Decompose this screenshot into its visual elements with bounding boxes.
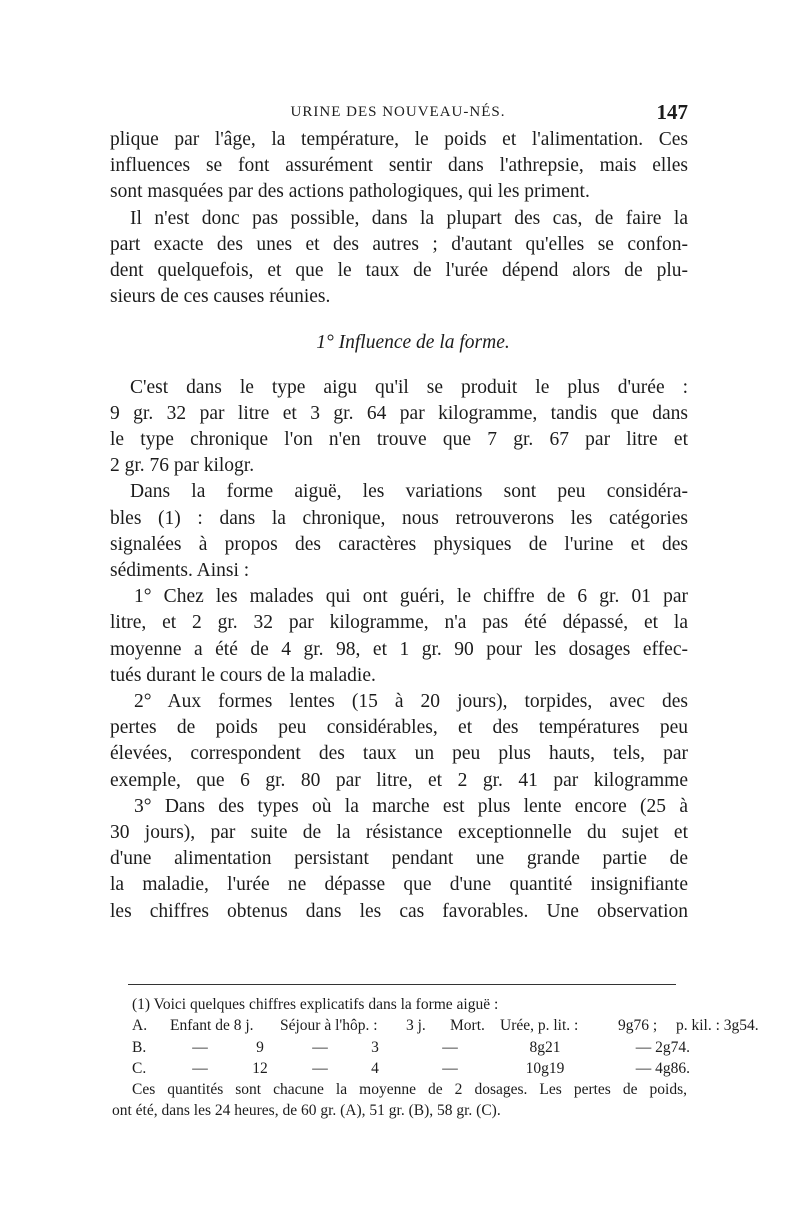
footnote-table [112,1015,759,1079]
text-line: 2° Aux formes lentes (15 à 20 jours), torpides, avec des [134,691,688,713]
table-cell: 4 [371,1059,379,1077]
text-line: pertes de poids peu considérables, et des températures peu [110,717,688,739]
table-cell: — [192,1038,208,1056]
text-line: les chiffres obtenus dans les cas favorables. Une observation [110,900,688,922]
table-row [132,1058,690,1079]
footnote-line: ont été, dans les 24 heures, de 60 gr. (A), 51 gr. (B), 58 gr. (C). [112,1102,501,1120]
table-cell: — [192,1059,208,1077]
text-line: dent quelquefois, et que le taux de l'urée dépend alors de plu- [110,260,688,282]
text-line: litre, et 2 gr. 32 par kilogramme, n'a pas été dépassé, et la [110,612,688,634]
table-cell: 3 j. [406,1017,426,1035]
page-number: 147 [656,100,688,124]
table-cell: 9 [256,1038,264,1056]
text-line: sont masquées par des actions pathologiques, qui les priment. [110,181,590,203]
section-heading: 1° Influence de la forme. [316,332,510,354]
text-line: le type chronique l'on n'en trouve que 7 gr. 67 par litre et [110,429,688,451]
text-line: signalées à propos des caractères physiques de l'urine et des [110,533,688,555]
table-cell: — [442,1038,458,1056]
table-cell: — 4g86. [635,1059,690,1077]
table-cell: p. kil. : 3g54. [676,1017,759,1035]
table-cell: — 2g74. [635,1038,690,1056]
text-line: 3° Dans des types où la marche est plus lente encore (25 à [134,795,688,817]
text-line: influences se font assurément sentir dans l'athrepsie, mais elles [110,155,688,177]
text-line: part exacte des unes et des autres ; d'autant qu'elles se confon- [110,233,688,255]
table-cell: — [312,1059,328,1077]
text-line: sédiments. Ainsi : [110,560,250,582]
table-cell: 10g19 [525,1059,565,1077]
table-cell: 9g76 ; [618,1017,658,1035]
running-title: URINE DES NOUVEAU-NÉS. [290,104,506,120]
text-line: exemple, que 6 gr. 80 par litre, et 2 gr. 41 par kilogramme [110,769,688,791]
text-line: élevées, correspondent des taux un peu plus hauts, tels, par [110,743,688,765]
text-line: 2 gr. 76 par kilogr. [110,455,255,477]
text-line: 30 jours), par suite de la résistance exceptionnelle du sujet et [110,822,688,844]
text-line: d'une alimentation persistant pendant une grande partie de [110,848,688,870]
page-header [108,100,688,128]
footnote-line: Ces quantités sont chacune la moyenne de 2 dosages. Les pertes de poids, [132,1081,687,1099]
text-line: moyenne a été de 4 gr. 98, et 1 gr. 90 pour les dosages effec- [110,638,688,660]
table-cell: Enfant de 8 j. [170,1017,254,1035]
table-cell: A. [132,1017,148,1035]
footnote-rule [128,984,676,985]
text-line: C'est dans le type aigu qu'il se produit le plus d'urée : [130,376,688,398]
text-line: sieurs de ces causes réunies. [110,286,331,308]
table-row [132,1015,759,1036]
table-cell: C. [132,1059,147,1077]
text-line: Dans la forme aiguë, les variations sont peu considéra- [130,481,688,503]
footnote-intro: (1) Voici quelques chiffres explicatifs dans la forme aiguë : [132,996,499,1013]
table-cell: Séjour à l'hôp. : [280,1017,378,1035]
text-line: plique par l'âge, la température, le poids et l'alimentation. Ces [110,129,688,150]
table-cell: Urée, p. lit. : [500,1017,579,1035]
table-cell: B. [132,1038,147,1056]
table-cell: — [442,1059,458,1077]
text-line: 9 gr. 32 par litre et 3 gr. 64 par kilogramme, tandis que dans [110,402,688,424]
table-cell: 12 [252,1059,268,1077]
table-cell: — [312,1038,328,1056]
footnote [112,994,759,1122]
table-row [132,1037,690,1058]
text-line: tués durant le cours de la maladie. [110,664,376,686]
text-line: Il n'est donc pas possible, dans la plupart des cas, de faire la [130,207,688,229]
text-line: la maladie, l'urée ne dépasse que d'une quantité insignifiante [110,874,688,896]
text-line: 1° Chez les malades qui ont guéri, le chiffre de 6 gr. 01 par [134,586,688,608]
table-cell: 3 [371,1038,379,1056]
table-cell: Mort. [450,1017,485,1035]
text-line: bles (1) : dans la chronique, nous retrouverons les catégories [110,507,688,529]
table-cell: 8g21 [529,1038,561,1056]
body-text [110,127,688,925]
